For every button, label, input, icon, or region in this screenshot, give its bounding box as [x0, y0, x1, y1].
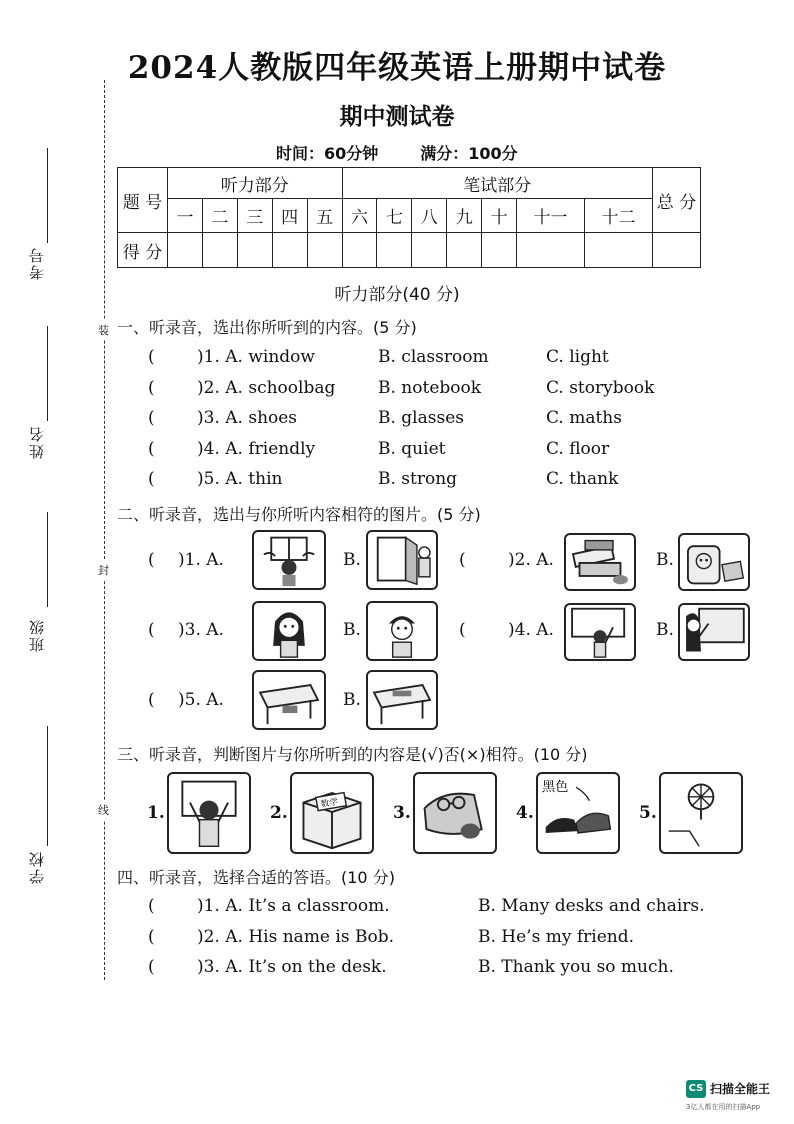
answer-paren[interactable]: ( [148, 690, 155, 710]
option-a: )5. A. thin [197, 469, 283, 489]
desk-picture-a[interactable] [252, 670, 326, 730]
desk-picture-b[interactable] [366, 670, 438, 730]
score-cell[interactable] [168, 233, 203, 268]
col-num: 十二 [584, 199, 652, 233]
option-c: C. storybook [546, 378, 655, 398]
q3-picture-1[interactable] [167, 772, 251, 854]
option-b: B. quiet [378, 439, 446, 459]
item-label-b: B. [343, 550, 361, 570]
q2-title: 二、听录音，选出与你所听内容相符的图片。(5 分) [117, 505, 481, 524]
q3-picture-5[interactable] [659, 772, 743, 854]
seal-char-2: 封 [98, 560, 109, 580]
header-total: 总 分 [653, 168, 701, 233]
col-num: 五 [307, 199, 342, 233]
item-label-b: B. [656, 550, 674, 570]
page-title: 2024人教版四年级英语上册期中试卷 [127, 50, 667, 86]
seal-char-1: 装 [98, 320, 109, 340]
scanner-tagline: 3亿人都在用的扫描App [686, 1103, 761, 1111]
schoolbag-picture[interactable] [678, 533, 750, 591]
total-score-cell[interactable] [653, 233, 701, 268]
option-a: )3. A. It’s on the desk. [197, 957, 387, 977]
answer-paren[interactable]: ( [148, 957, 155, 977]
scanner-logo-icon: CS [686, 1080, 706, 1098]
score-cell[interactable] [447, 233, 482, 268]
q3-label-3: 3. [393, 803, 411, 823]
col-num: 十 [482, 199, 517, 233]
item-label-a: )5. A. [178, 690, 224, 710]
col-num: 四 [272, 199, 307, 233]
q3-picture-2[interactable] [290, 772, 374, 854]
answer-paren[interactable]: ( [148, 439, 155, 459]
option-a: )2. A. schoolbag [197, 378, 336, 398]
col-num: 六 [342, 199, 377, 233]
score-cell[interactable] [237, 233, 272, 268]
class-label: 班级 [28, 618, 46, 652]
exam-no-line [47, 148, 48, 243]
col-num: 一 [168, 199, 203, 233]
scanner-app-name: 扫描全能王 [710, 1082, 771, 1096]
answer-paren[interactable]: ( [148, 469, 155, 489]
option-a: )1. A. window [197, 347, 315, 367]
option-b: B. classroom [378, 347, 489, 367]
girl-picture[interactable] [252, 601, 326, 661]
q1-title: 一、听录音，选出你所听到的内容。(5 分) [117, 318, 417, 337]
binding-dashed-line [104, 80, 105, 980]
score-cell[interactable] [342, 233, 377, 268]
header-writing: 笔试部分 [342, 168, 652, 199]
q3-picture-3[interactable] [413, 772, 497, 854]
listening-section-header: 听力部分(40 分) [334, 285, 460, 305]
score-cell[interactable] [584, 233, 652, 268]
score-cell[interactable] [412, 233, 447, 268]
option-a: )3. A. shoes [197, 408, 298, 428]
boy-picture[interactable] [366, 601, 438, 661]
class-line [47, 512, 48, 607]
header-question-number: 题 号 [118, 168, 168, 233]
black-color-text: 黑色 [541, 780, 569, 796]
seal-char-3: 线 [98, 800, 109, 820]
col-num: 三 [237, 199, 272, 233]
school-line [47, 726, 48, 846]
option-b: B. notebook [378, 378, 482, 398]
score-cell[interactable] [307, 233, 342, 268]
q3-label-1: 1. [147, 803, 165, 823]
answer-paren[interactable]: ( [148, 347, 155, 367]
window-girl-picture[interactable] [252, 530, 326, 590]
answer-paren[interactable]: ( [148, 896, 155, 916]
score-cell[interactable] [202, 233, 237, 268]
option-b: B. Many desks and chairs. [478, 896, 705, 916]
col-num: 七 [377, 199, 412, 233]
answer-paren[interactable]: ( [148, 550, 155, 570]
option-b: B. strong [378, 469, 458, 489]
item-label-a: )1. A. [178, 550, 224, 570]
item-label-b: B. [343, 620, 361, 640]
full-score-label: 满分：100分 [420, 144, 518, 163]
math-book-text: 数学 [320, 797, 339, 811]
option-c: C. floor [546, 439, 610, 459]
door-boy-picture[interactable] [366, 530, 438, 590]
name-label: 姓名 [28, 425, 46, 459]
writing-board-picture[interactable] [678, 603, 750, 661]
option-a: )4. A. friendly [197, 439, 316, 459]
col-num: 十一 [517, 199, 585, 233]
score-table [117, 167, 701, 268]
q3-label-5: 5. [639, 803, 657, 823]
answer-paren[interactable]: ( [148, 408, 155, 428]
page-subtitle: 期中测试卷 [339, 103, 455, 130]
item-label-a: )4. A. [508, 620, 554, 640]
header-listening: 听力部分 [168, 168, 343, 199]
item-label-a: )2. A. [508, 550, 554, 570]
cleaning-window-picture[interactable] [564, 603, 636, 661]
answer-paren[interactable]: ( [148, 620, 155, 640]
option-a: )2. A. His name is Bob. [197, 927, 394, 947]
option-b: B. Thank you so much. [478, 957, 674, 977]
q3-label-2: 2. [270, 803, 288, 823]
col-num: 九 [447, 199, 482, 233]
score-cell[interactable] [377, 233, 412, 268]
books-picture[interactable] [564, 533, 636, 591]
option-c: C. thank [546, 469, 619, 489]
header-score: 得 分 [118, 233, 168, 268]
exam-no-label: 考号 [28, 246, 46, 280]
q3-picture-4[interactable] [536, 772, 620, 854]
option-b: B. He’s my friend. [478, 927, 634, 947]
option-a: )1. A. It’s a classroom. [197, 896, 390, 916]
q4-title: 四、听录音，选择合适的答语。(10 分) [117, 868, 395, 887]
item-label-b: B. [656, 620, 674, 640]
option-b: B. glasses [378, 408, 464, 428]
option-c: C. maths [546, 408, 622, 428]
school-label: 学校 [28, 850, 46, 884]
score-cell[interactable] [517, 233, 585, 268]
option-c: C. light [546, 347, 609, 367]
time-score-line [276, 141, 518, 164]
answer-paren[interactable]: ( [459, 620, 466, 640]
item-label-b: B. [343, 690, 361, 710]
score-cell[interactable] [482, 233, 517, 268]
answer-paren[interactable]: ( [148, 927, 155, 947]
name-line [47, 326, 48, 421]
q3-title: 三、听录音，判断图片与你所听到的内容是(√)否(×)相符。(10 分) [117, 745, 588, 764]
item-label-a: )3. A. [178, 620, 224, 640]
time-label: 时间：60分钟 [276, 144, 379, 163]
q3-label-4: 4. [516, 803, 534, 823]
col-num: 二 [202, 199, 237, 233]
answer-paren[interactable]: ( [148, 378, 155, 398]
answer-paren[interactable]: ( [459, 550, 466, 570]
col-num: 八 [412, 199, 447, 233]
score-cell[interactable] [272, 233, 307, 268]
